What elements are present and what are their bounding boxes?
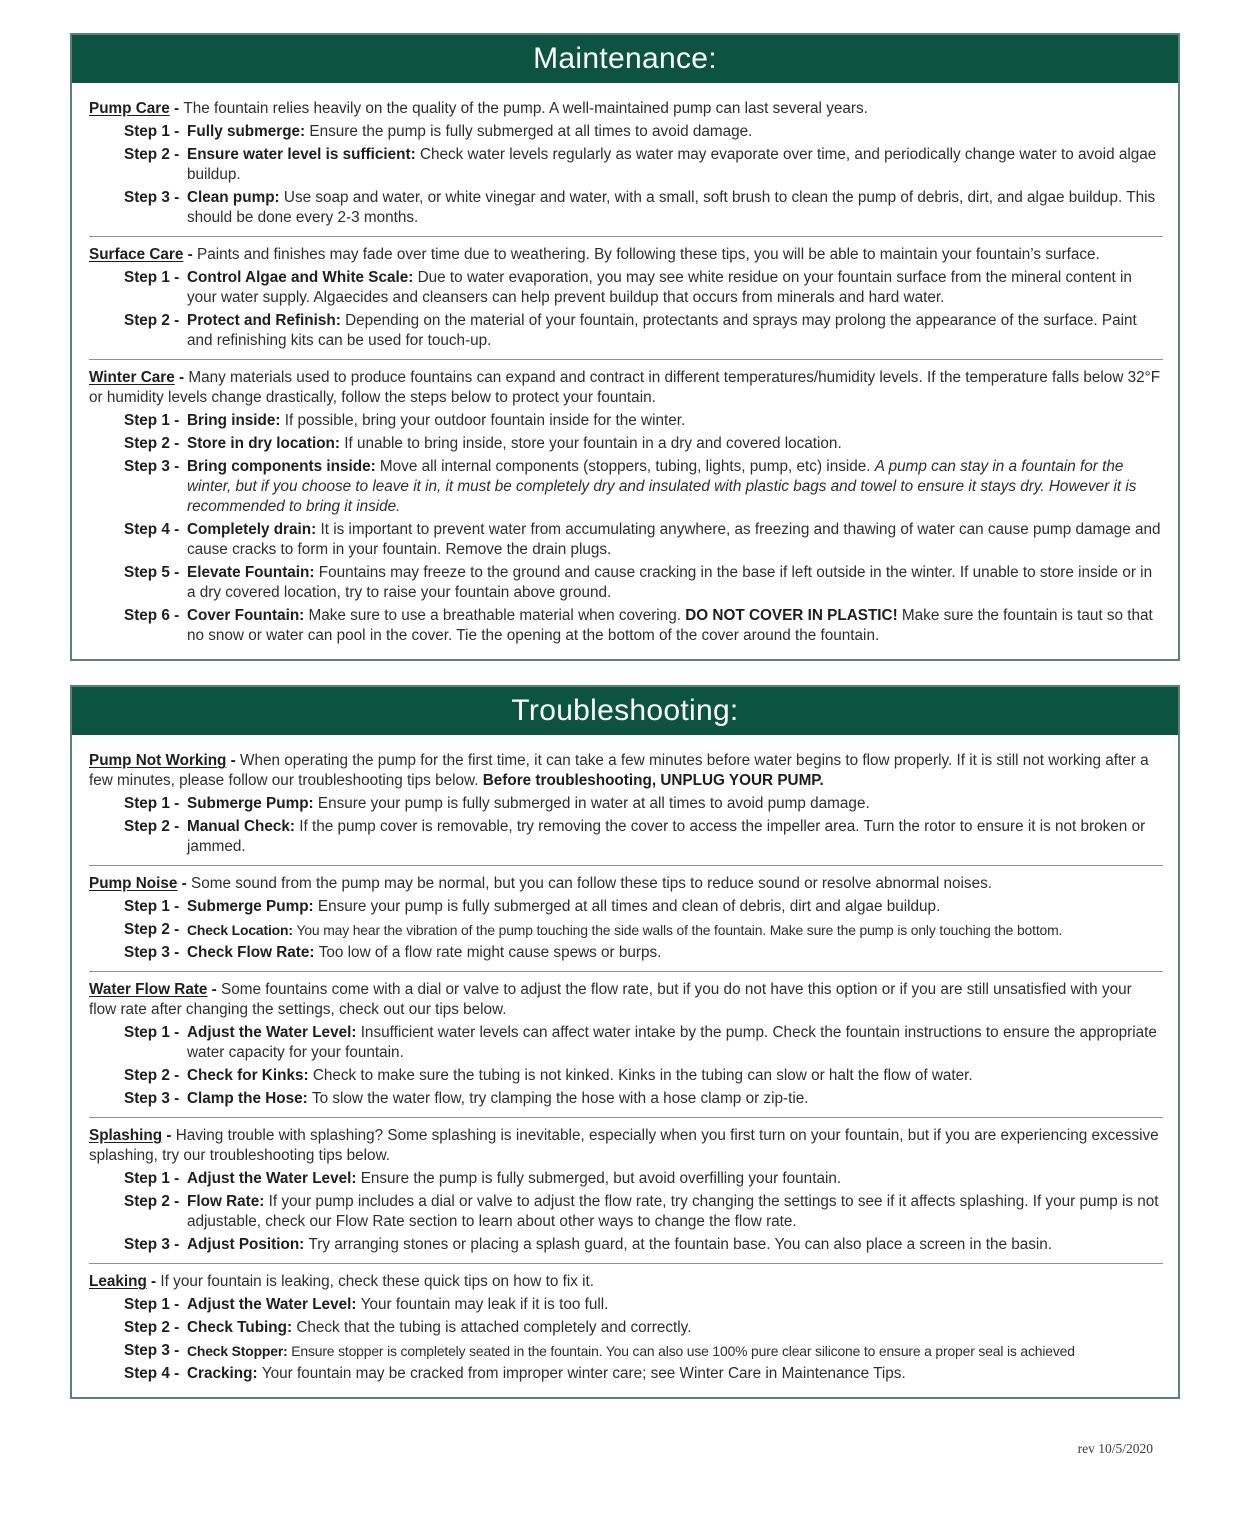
step-lead: Bring components inside:: [187, 458, 380, 475]
step-number: Step 1 -: [124, 412, 180, 429]
step-row: [124, 563, 1163, 603]
step-lead: Cover Fountain:: [187, 607, 309, 624]
section-water-flow-rate: [89, 980, 1163, 1109]
body-text: Check that the tubing is attached completely and correctly.: [296, 1319, 692, 1336]
step-lead: Protect and Refinish:: [187, 312, 346, 329]
section-intro: [89, 751, 1163, 791]
step-row: [124, 188, 1163, 228]
step-lead: Submerge Pump:: [187, 795, 318, 812]
step-text: [187, 145, 1163, 185]
section-title: Winter Care: [89, 369, 175, 386]
step-text: [187, 188, 1163, 228]
step-lead: Submerge Pump:: [187, 898, 318, 915]
step-lead: Clamp the Hose:: [187, 1090, 312, 1107]
step-lead: Adjust Position:: [187, 1236, 309, 1253]
step-number: Step 3 -: [124, 189, 180, 206]
step-row: [124, 1023, 1163, 1063]
step-text: [187, 411, 1163, 431]
italic-text: A pump can stay in a fountain for the winter, but if you choose to leave it in, it must be completely dry and insulated with plastic bags and towel to ensure it stays dry. However it is recommended to bring it inside.: [187, 458, 1137, 515]
step-row: [124, 457, 1163, 517]
section-divider: [89, 1117, 1163, 1118]
section-divider: [89, 1263, 1163, 1264]
step-row: [124, 520, 1163, 560]
step-lead: Check Location:: [187, 922, 297, 938]
body-text: Make sure the fountain is taut so that no snow or water can pool in the cover. Tie the opening at the bottom of the cover around the fountain.: [187, 607, 1153, 644]
step-text: [187, 920, 1163, 940]
step-number: Step 2 -: [124, 921, 180, 938]
step-lead: Elevate Fountain:: [187, 564, 319, 581]
step-number: Step 3 -: [124, 458, 180, 475]
body-text: When operating the pump for the first time, it can take a few minutes before water begins to flow properly. If it is still not working after a few minutes, please follow our troubleshooting tips below.: [89, 752, 1149, 789]
body-text: Check water levels regularly as water may evaporate over time, and periodically change water to avoid algae buildup.: [187, 146, 1157, 183]
step-text: [187, 1089, 1163, 1109]
step-number: Step 5 -: [124, 564, 180, 581]
step-number: Step 3 -: [124, 1342, 180, 1359]
step-lead: Store in dry location:: [187, 435, 345, 452]
step-text: [187, 943, 1163, 963]
body-text: You may hear the vibration of the pump touching the side walls of the fountain. Make sure the pump is only touching the bottom.: [296, 922, 1063, 938]
step-number: Step 2 -: [124, 1319, 180, 1336]
step-text: [187, 817, 1163, 857]
step-row: [124, 1235, 1163, 1255]
step-number: Step 4 -: [124, 1365, 180, 1382]
maintenance-body: [72, 83, 1178, 659]
step-row: [124, 817, 1163, 857]
section-winter-care: [89, 368, 1163, 646]
section-divider: [89, 865, 1163, 866]
body-text: To slow the water flow, try clamping the hose with a hose clamp or zip-tie.: [311, 1090, 809, 1107]
section-intro: [89, 980, 1163, 1020]
step-row: [124, 943, 1163, 963]
step-row: [124, 1318, 1163, 1338]
body-text: It is important to prevent water from accumulating anywhere, as freezing and thawing of water can cause pump damage and cause cracks to form in your fountain. Remove the drain plugs.: [187, 521, 1161, 558]
body-text: If possible, bring your outdoor fountain inside for the winter.: [284, 412, 686, 429]
bold-text: Before troubleshooting, UNPLUG YOUR PUMP.: [482, 772, 824, 789]
step-number: Step 3 -: [124, 944, 180, 961]
document-page: [0, 33, 1250, 1533]
body-text: Ensure the pump is fully submerged, but avoid overfilling your fountain.: [360, 1170, 842, 1187]
step-lead: Ensure water level is sufficient:: [187, 146, 420, 163]
step-lead: Manual Check:: [187, 818, 300, 835]
step-lead: Adjust the Water Level:: [187, 1170, 361, 1187]
body-text: Check to make sure the tubing is not kinked. Kinks in the tubing can slow or halt the flow of water.: [312, 1067, 973, 1084]
step-row: [124, 311, 1163, 351]
step-row: [124, 434, 1163, 454]
revision-note: rev 10/5/2020: [1077, 1441, 1153, 1456]
title-dash: -: [146, 1273, 161, 1290]
step-text: [187, 1235, 1163, 1255]
step-text: [187, 1318, 1163, 1338]
section-divider: [89, 971, 1163, 972]
troubleshooting-body: [72, 735, 1178, 1397]
section-intro: [89, 368, 1163, 408]
section-intro: [89, 245, 1163, 265]
body-text: Try arranging stones or placing a splash guard, at the fountain base. You can also place a screen in the basin.: [308, 1236, 1053, 1253]
step-lead: Fully submerge:: [187, 123, 310, 140]
section-divider: [89, 236, 1163, 237]
section-title: Pump Care: [89, 100, 170, 117]
body-text: Insufficient water levels can affect water intake by the pump. Check the fountain instructions to ensure the appropriate water capacity for your fountain.: [187, 1024, 1157, 1061]
step-number: Step 2 -: [124, 1193, 180, 1210]
section-pump-care: [89, 99, 1163, 228]
body-text: Your fountain may leak if it is too full.: [360, 1296, 609, 1313]
step-lead: Control Algae and White Scale:: [187, 269, 418, 286]
body-text: If your pump includes a dial or valve to adjust the flow rate, try changing the settings to see if it affects splashing. If your pump is not adjustable, check our Flow Rate section to learn about other ways to change the flow rate.: [187, 1193, 1159, 1230]
step-lead: Check for Kinks:: [187, 1067, 313, 1084]
step-lead: Cracking:: [187, 1365, 262, 1382]
section-surface-care: [89, 245, 1163, 351]
step-row: [124, 411, 1163, 431]
body-text: Your fountain may be cracked from improper winter care; see Winter Care in Maintenance Tips.: [261, 1365, 906, 1382]
step-text: [187, 1364, 1163, 1384]
body-text: Many materials used to produce fountains can expand and contract in different temperatures/humidity levels. If the temperature falls below 32°F or humidity levels change drastically, follow the steps below to protect your fountain.: [89, 369, 1161, 406]
step-row: [124, 1364, 1163, 1384]
body-text: Ensure your pump is fully submerged in water at all times to avoid pump damage.: [317, 795, 870, 812]
step-lead: Bring inside:: [187, 412, 285, 429]
body-text: Some fountains come with a dial or valve to adjust the flow rate, but if you do not have this option or if you are still unsatisfied with your flow rate after changing the settings, check out our tips below.: [89, 981, 1132, 1018]
body-text: Having trouble with splashing? Some splashing is inevitable, especially when you first turn on your fountain, but if you are experiencing excessive splashing, try our troubleshooting tips below.: [89, 1127, 1159, 1164]
step-number: Step 2 -: [124, 312, 180, 329]
step-text: [187, 122, 1163, 142]
step-row: [124, 794, 1163, 814]
step-text: [187, 1192, 1163, 1232]
step-number: Step 2 -: [124, 1067, 180, 1084]
step-row: [124, 920, 1163, 940]
body-text: Paints and finishes may fade over time due to weathering. By following these tips, you will be able to maintain your fountain’s surface.: [197, 246, 1100, 263]
body-text: If your fountain is leaking, check these quick tips on how to fix it.: [160, 1273, 595, 1290]
body-text: If unable to bring inside, store your fountain in a dry and covered location.: [344, 435, 842, 452]
step-number: Step 3 -: [124, 1090, 180, 1107]
step-text: [187, 606, 1163, 646]
step-number: Step 1 -: [124, 1296, 180, 1313]
step-text: [187, 457, 1163, 517]
step-lead: Check Stopper:: [187, 1343, 292, 1359]
maintenance-panel: [70, 33, 1180, 661]
step-row: [124, 1192, 1163, 1232]
step-text: [187, 897, 1163, 917]
step-row: [124, 1089, 1163, 1109]
section-intro: [89, 1272, 1163, 1292]
step-lead: Completely drain:: [187, 521, 321, 538]
section-splashing: [89, 1126, 1163, 1255]
step-number: Step 1 -: [124, 1024, 180, 1041]
step-row: [124, 145, 1163, 185]
body-text: The fountain relies heavily on the quality of the pump. A well-maintained pump can last several years.: [183, 100, 868, 117]
step-number: Step 1 -: [124, 795, 180, 812]
step-number: Step 1 -: [124, 123, 180, 140]
section-divider: [89, 359, 1163, 360]
step-number: Step 1 -: [124, 1170, 180, 1187]
step-row: [124, 1341, 1163, 1361]
section-title: Surface Care: [89, 246, 184, 263]
step-number: Step 3 -: [124, 1236, 180, 1253]
step-text: [187, 311, 1163, 351]
title-dash: -: [169, 100, 184, 117]
maintenance-header-bar: [72, 35, 1178, 83]
section-title: Leaking: [89, 1273, 147, 1290]
step-lead: Check Flow Rate:: [187, 944, 319, 961]
step-row: [124, 268, 1163, 308]
step-text: [187, 434, 1163, 454]
step-lead: Check Tubing:: [187, 1319, 297, 1336]
step-number: Step 6 -: [124, 607, 180, 624]
body-text: Make sure to use a breathable material when covering.: [308, 607, 686, 624]
section-intro: [89, 99, 1163, 119]
body-text: Due to water evaporation, you may see white residue on your fountain surface from the mineral content in your water supply. Algaecides and cleansers can help prevent buildup that occurs from minerals and hard water.: [187, 269, 1132, 306]
title-dash: -: [207, 981, 222, 998]
step-row: [124, 122, 1163, 142]
section-title: Water Flow Rate: [89, 981, 208, 998]
section-title: Splashing: [89, 1127, 163, 1144]
section-intro: [89, 874, 1163, 894]
step-text: [187, 520, 1163, 560]
troubleshooting-panel: [70, 685, 1180, 1399]
troubleshooting-header-bar: [72, 687, 1178, 735]
section-intro: [89, 1126, 1163, 1166]
step-text: [187, 794, 1163, 814]
step-lead: Clean pump:: [187, 189, 284, 206]
step-text: [187, 1341, 1163, 1361]
step-text: [187, 563, 1163, 603]
title-dash: -: [226, 752, 240, 769]
step-row: [124, 1295, 1163, 1315]
step-number: Step 4 -: [124, 521, 180, 538]
step-number: Step 1 -: [124, 269, 180, 286]
body-text: Ensure stopper is completely seated in the fountain. You can also use 100% pure clear silicone to ensure a proper seal is achieved: [291, 1343, 1075, 1359]
step-text: [187, 1169, 1163, 1189]
body-text: Depending on the material of your fountain, protectants and sprays may prolong the appearance of the surface. Paint and refinishing kits can be used for touch-up.: [187, 312, 1137, 349]
step-number: Step 2 -: [124, 818, 180, 835]
title-dash: -: [174, 369, 189, 386]
step-number: Step 2 -: [124, 435, 180, 452]
step-text: [187, 268, 1163, 308]
section-title: Pump Not Working: [89, 752, 227, 769]
title-dash: -: [183, 246, 197, 263]
step-row: [124, 1066, 1163, 1086]
step-row: [124, 606, 1163, 646]
section-pump-not-working: [89, 751, 1163, 857]
body-text: Ensure the pump is fully submerged at all times to avoid damage.: [309, 123, 753, 140]
body-text: Too low of a flow rate might cause spews or burps.: [318, 944, 662, 961]
bold-text: DO NOT COVER IN PLASTIC!: [685, 607, 898, 624]
body-text: Some sound from the pump may be normal, but you can follow these tips to reduce sound or resolve abnormal noises.: [191, 875, 992, 892]
body-text: Fountains may freeze to the ground and cause cracking in the base if left outside in the winter. If unable to store inside or in a dry covered location, try to raise your fountain above ground.: [187, 564, 1153, 601]
title-dash: -: [162, 1127, 176, 1144]
step-row: [124, 897, 1163, 917]
section-pump-noise: [89, 874, 1163, 963]
body-text: If the pump cover is removable, try removing the cover to access the impeller area. Turn the rotor to ensure it is not broken or jammed.: [187, 818, 1146, 855]
body-text: Move all internal components (stoppers, tubing, lights, pump, etc) inside.: [379, 458, 875, 475]
maintenance-title: Maintenance:: [533, 42, 717, 75]
body-text: Use soap and water, or white vinegar and water, with a small, soft brush to clean the pump of debris, dirt, and algae buildup. This should be done every 2-3 months.: [187, 189, 1156, 226]
step-number: Step 2 -: [124, 146, 180, 163]
body-text: Ensure your pump is fully submerged at all times and clean of debris, dirt and algae buildup.: [317, 898, 941, 915]
step-number: Step 1 -: [124, 898, 180, 915]
section-leaking: [89, 1272, 1163, 1384]
step-text: [187, 1295, 1163, 1315]
troubleshooting-title: Troubleshooting:: [511, 694, 739, 727]
step-lead: Adjust the Water Level:: [187, 1024, 361, 1041]
section-title: Pump Noise: [89, 875, 178, 892]
step-text: [187, 1066, 1163, 1086]
step-text: [187, 1023, 1163, 1063]
step-row: [124, 1169, 1163, 1189]
step-lead: Adjust the Water Level:: [187, 1296, 361, 1313]
title-dash: -: [177, 875, 192, 892]
step-lead: Flow Rate:: [187, 1193, 269, 1210]
